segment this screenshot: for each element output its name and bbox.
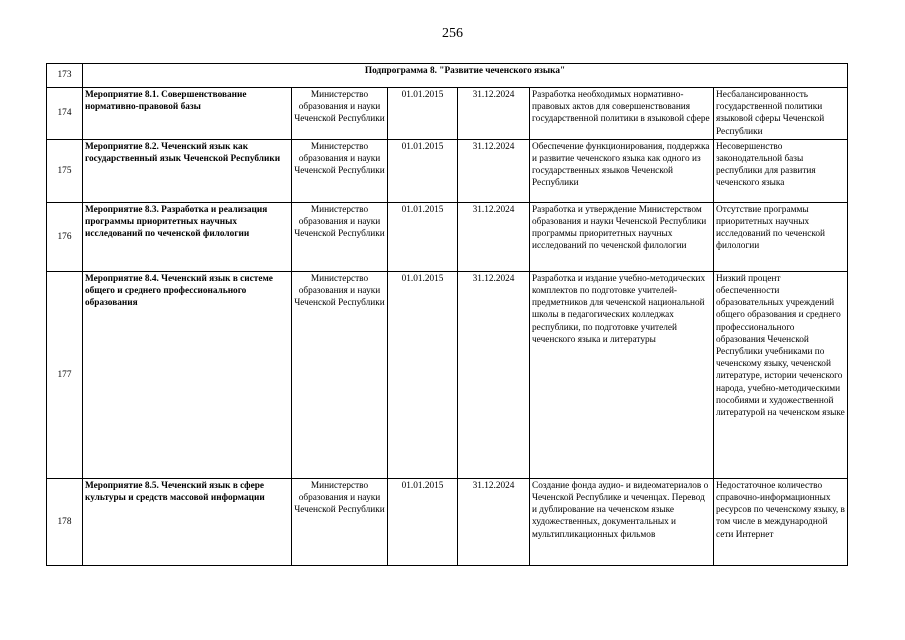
expected-result: Разработка и утверждение Министерством образования и науки Чеченской Республики программы приоритетных научных исследований по чеченской филологии: [530, 202, 714, 271]
problem-description: Отсутствие программы приоритетных научных исследований по чеченской филологии: [714, 202, 848, 271]
problem-description: Низкий процент обеспеченности образовательных учреждений общего образования и среднего профессионального образования Чеченской Республики учебниками по чеченскому языку, чеченской литературе, истории чеченского народа, учебно-методическими пособиями и художественной литературой на чеченском языке: [714, 271, 848, 478]
problem-description: Несовершенство законодательной базы республики для развития чеченского языка: [714, 139, 848, 202]
expected-result: Разработка и издание учебно-методических комплектов по подготовке учителей-предметников для чеченской национальной школы в педагогических колледжах республики, по подготовке учителей чеченского языка и литературы: [530, 271, 714, 478]
table-row: [47, 88, 848, 140]
start-date: 01.01.2015: [388, 202, 458, 271]
row-number: 177: [47, 271, 83, 478]
table-row: [47, 202, 848, 271]
activity-title: Мероприятие 8.1. Совершенствование нормативно-правовой базы: [83, 88, 292, 140]
executor: Министерство образования и науки Чеченской Республики: [292, 478, 388, 565]
activity-title: Мероприятие 8.5. Чеченский язык в сфере культуры и средств массовой информации: [83, 478, 292, 565]
page-number: 256: [442, 26, 463, 41]
end-date: 31.12.2024: [458, 202, 530, 271]
activity-title: Мероприятие 8.2. Чеченский язык как государственный язык Чеченской Республики: [83, 139, 292, 202]
executor: Министерство образования и науки Чеченской Республики: [292, 202, 388, 271]
executor: Министерство образования и науки Чеченской Республики: [292, 271, 388, 478]
start-date: 01.01.2015: [388, 478, 458, 565]
row-number: 173: [47, 64, 83, 88]
expected-result: Создание фонда аудио- и видеоматериалов о Чеченской Республике и чеченцах. Перевод и дублирование на чеченском языке художественных, документальных и мультипликационных фильмов: [530, 478, 714, 565]
end-date: 31.12.2024: [458, 478, 530, 565]
row-number: 176: [47, 202, 83, 271]
start-date: 01.01.2015: [388, 88, 458, 140]
subprogram-row: [47, 64, 848, 88]
start-date: 01.01.2015: [388, 271, 458, 478]
executor: Министерство образования и науки Чеченской Республики: [292, 88, 388, 140]
expected-result: Разработка необходимых нормативно-правовых актов для совершенствования государственной политики в языковой сфере: [530, 88, 714, 140]
end-date: 31.12.2024: [458, 88, 530, 140]
table-row: [47, 139, 848, 202]
expected-result: Обеспечение функционирования, поддержка и развитие чеченского языка как одного из государственных языков Чеченской Республики: [530, 139, 714, 202]
start-date: 01.01.2015: [388, 139, 458, 202]
program-activities-table: [46, 63, 848, 566]
end-date: 31.12.2024: [458, 271, 530, 478]
end-date: 31.12.2024: [458, 139, 530, 202]
row-number: 174: [47, 88, 83, 140]
problem-description: Несбалансированность государственной политики языковой сферы Чеченской Республики: [714, 88, 848, 140]
table-row: [47, 271, 848, 478]
subprogram-title: Подпрограмма 8. "Развитие чеченского языка": [83, 64, 848, 88]
row-number: 178: [47, 478, 83, 565]
activity-title: Мероприятие 8.4. Чеченский язык в системе общего и среднего профессионального образования: [83, 271, 292, 478]
problem-description: Недостаточное количество справочно-информационных ресурсов по чеченскому языку, в том числе в международной сети Интернет: [714, 478, 848, 565]
executor: Министерство образования и науки Чеченской Республики: [292, 139, 388, 202]
activity-title: Мероприятие 8.3. Разработка и реализация программы приоритетных научных исследований по чеченской филологии: [83, 202, 292, 271]
row-number: 175: [47, 139, 83, 202]
table-row: [47, 478, 848, 565]
